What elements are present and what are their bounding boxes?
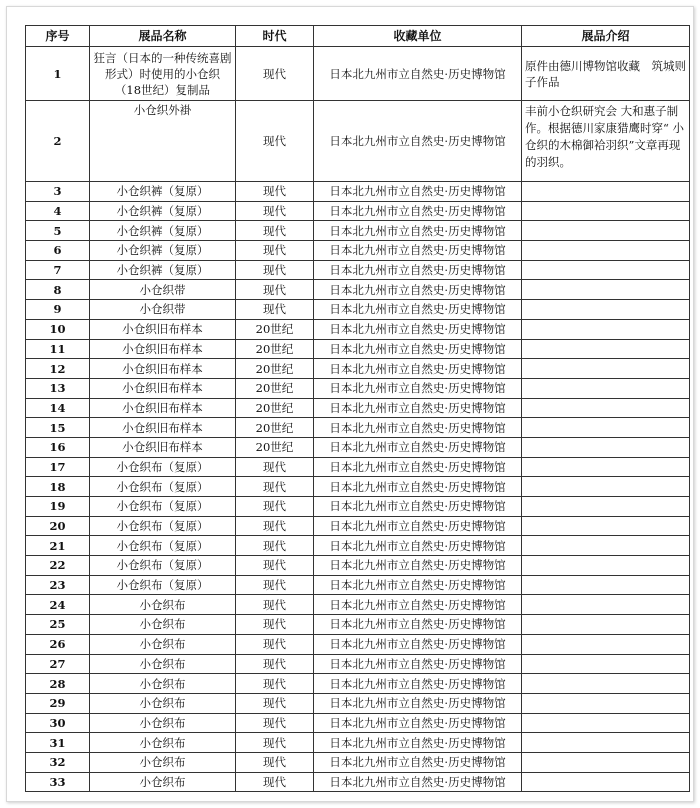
- exhibit-intro: [522, 713, 690, 733]
- table-row: [26, 101, 690, 182]
- row-number: 10: [26, 319, 90, 339]
- table-row: [26, 477, 690, 497]
- row-number: 23: [26, 575, 90, 595]
- exhibit-era: 现代: [236, 693, 314, 713]
- exhibit-intro: [522, 575, 690, 595]
- collection-unit: 日本北九州市立自然史·历史博物馆: [314, 260, 522, 280]
- row-number: 1: [26, 47, 90, 101]
- collection-unit: 日本北九州市立自然史·历史博物馆: [314, 319, 522, 339]
- exhibit-table: [25, 25, 690, 792]
- exhibit-era: 现代: [236, 536, 314, 556]
- table-body: [26, 47, 690, 792]
- document-page: [6, 6, 694, 802]
- table-row: [26, 615, 690, 635]
- exhibit-name: 小仓织布: [90, 634, 236, 654]
- exhibit-era: 20世纪: [236, 398, 314, 418]
- exhibit-intro: [522, 693, 690, 713]
- table-row: [26, 339, 690, 359]
- exhibit-era: 现代: [236, 654, 314, 674]
- collection-unit: 日本北九州市立自然史·历史博物馆: [314, 713, 522, 733]
- header-collection-unit: 收藏单位: [314, 26, 522, 47]
- exhibit-era: 现代: [236, 101, 314, 182]
- exhibit-era: 现代: [236, 634, 314, 654]
- exhibit-name: 小仓织旧布样本: [90, 398, 236, 418]
- exhibit-era: 现代: [236, 575, 314, 595]
- exhibit-name: 小仓织布（复原）: [90, 457, 236, 477]
- table-row: [26, 595, 690, 615]
- exhibit-intro: [522, 359, 690, 379]
- table-row: [26, 497, 690, 517]
- exhibit-name: 小仓织裤（复原）: [90, 182, 236, 202]
- row-number: 24: [26, 595, 90, 615]
- exhibit-era: 现代: [236, 595, 314, 615]
- row-number: 7: [26, 260, 90, 280]
- collection-unit: 日本北九州市立自然史·历史博物馆: [314, 300, 522, 320]
- table-row: [26, 693, 690, 713]
- collection-unit: 日本北九州市立自然史·历史博物馆: [314, 418, 522, 438]
- row-number: 19: [26, 497, 90, 517]
- row-number: 27: [26, 654, 90, 674]
- exhibit-name: 小仓织旧布样本: [90, 359, 236, 379]
- exhibit-era: 现代: [236, 752, 314, 772]
- table-row: [26, 201, 690, 221]
- row-number: 25: [26, 615, 90, 635]
- table-row: [26, 575, 690, 595]
- exhibit-intro: [522, 201, 690, 221]
- exhibit-era: 现代: [236, 674, 314, 694]
- table-row: [26, 556, 690, 576]
- row-number: 17: [26, 457, 90, 477]
- exhibit-intro: [522, 437, 690, 457]
- row-number: 26: [26, 634, 90, 654]
- table-row: [26, 280, 690, 300]
- exhibit-intro: [522, 457, 690, 477]
- exhibit-intro: [522, 733, 690, 753]
- exhibit-name: 小仓织布（复原）: [90, 556, 236, 576]
- exhibit-intro: [522, 772, 690, 792]
- exhibit-era: 现代: [236, 713, 314, 733]
- table-row: [26, 772, 690, 792]
- exhibit-intro: [522, 615, 690, 635]
- row-number: 29: [26, 693, 90, 713]
- exhibit-intro: [522, 339, 690, 359]
- table-row: [26, 713, 690, 733]
- collection-unit: 日本北九州市立自然史·历史博物馆: [314, 280, 522, 300]
- row-number: 15: [26, 418, 90, 438]
- exhibit-name: 小仓织带: [90, 300, 236, 320]
- exhibit-era: 现代: [236, 300, 314, 320]
- exhibit-intro: [522, 221, 690, 241]
- row-number: 9: [26, 300, 90, 320]
- exhibit-intro: [522, 182, 690, 202]
- row-number: 11: [26, 339, 90, 359]
- collection-unit: 日本北九州市立自然史·历史博物馆: [314, 221, 522, 241]
- exhibit-name: 小仓织裤（复原）: [90, 221, 236, 241]
- collection-unit: 日本北九州市立自然史·历史博物馆: [314, 359, 522, 379]
- exhibit-era: 20世纪: [236, 437, 314, 457]
- collection-unit: 日本北九州市立自然史·历史博物馆: [314, 339, 522, 359]
- exhibit-name: 小仓织布: [90, 674, 236, 694]
- exhibit-name: 小仓织旧布样本: [90, 418, 236, 438]
- exhibit-era: 现代: [236, 772, 314, 792]
- exhibit-era: 现代: [236, 733, 314, 753]
- collection-unit: 日本北九州市立自然史·历史博物馆: [314, 733, 522, 753]
- table-row: [26, 654, 690, 674]
- exhibit-era: 现代: [236, 182, 314, 202]
- exhibit-name: 小仓织布: [90, 752, 236, 772]
- table-row: [26, 437, 690, 457]
- collection-unit: 日本北九州市立自然史·历史博物馆: [314, 201, 522, 221]
- exhibit-name: 小仓织旧布样本: [90, 437, 236, 457]
- exhibit-name: 小仓织裤（复原）: [90, 260, 236, 280]
- table-row: [26, 536, 690, 556]
- collection-unit: 日本北九州市立自然史·历史博物馆: [314, 556, 522, 576]
- row-number: 13: [26, 378, 90, 398]
- exhibit-name: 小仓织布（复原）: [90, 477, 236, 497]
- collection-unit: 日本北九州市立自然史·历史博物馆: [314, 101, 522, 182]
- exhibit-intro: [522, 595, 690, 615]
- exhibit-era: 现代: [236, 47, 314, 101]
- collection-unit: 日本北九州市立自然史·历史博物馆: [314, 241, 522, 261]
- exhibit-name: 狂言（日本的一种传统喜剧形式）时使用的小仓织（18世纪）复制品: [90, 47, 236, 101]
- exhibit-name: 小仓织布（复原）: [90, 575, 236, 595]
- exhibit-name: 小仓织布: [90, 654, 236, 674]
- exhibit-era: 20世纪: [236, 319, 314, 339]
- exhibit-intro: [522, 634, 690, 654]
- exhibit-era: 20世纪: [236, 378, 314, 398]
- exhibit-era: 现代: [236, 241, 314, 261]
- exhibit-intro: [522, 497, 690, 517]
- exhibit-intro: [522, 674, 690, 694]
- exhibit-intro: [522, 752, 690, 772]
- table-row: [26, 733, 690, 753]
- table-row: [26, 752, 690, 772]
- collection-unit: 日本北九州市立自然史·历史博物馆: [314, 378, 522, 398]
- header-exhibit-intro: 展品介绍: [522, 26, 690, 47]
- collection-unit: 日本北九州市立自然史·历史博物馆: [314, 437, 522, 457]
- collection-unit: 日本北九州市立自然史·历史博物馆: [314, 654, 522, 674]
- exhibit-era: 现代: [236, 516, 314, 536]
- table-row: [26, 378, 690, 398]
- collection-unit: 日本北九州市立自然史·历史博物馆: [314, 772, 522, 792]
- exhibit-name: 小仓织布: [90, 772, 236, 792]
- row-number: 3: [26, 182, 90, 202]
- exhibit-era: 现代: [236, 615, 314, 635]
- exhibit-name: 小仓织布: [90, 693, 236, 713]
- exhibit-intro: [522, 378, 690, 398]
- row-number: 20: [26, 516, 90, 536]
- collection-unit: 日本北九州市立自然史·历史博物馆: [314, 536, 522, 556]
- collection-unit: 日本北九州市立自然史·历史博物馆: [314, 752, 522, 772]
- collection-unit: 日本北九州市立自然史·历史博物馆: [314, 398, 522, 418]
- exhibit-era: 现代: [236, 260, 314, 280]
- table-row: [26, 319, 690, 339]
- table-row: [26, 359, 690, 379]
- table-row: [26, 182, 690, 202]
- exhibit-era: 现代: [236, 556, 314, 576]
- table-header-row: [26, 26, 690, 47]
- row-number: 4: [26, 201, 90, 221]
- table-row: [26, 634, 690, 654]
- row-number: 21: [26, 536, 90, 556]
- exhibit-intro: [522, 300, 690, 320]
- exhibit-era: 现代: [236, 457, 314, 477]
- row-number: 2: [26, 101, 90, 182]
- row-number: 30: [26, 713, 90, 733]
- row-number: 31: [26, 733, 90, 753]
- exhibit-name: 小仓织裤（复原）: [90, 201, 236, 221]
- table-row: [26, 516, 690, 536]
- table-row: [26, 47, 690, 101]
- table-row: [26, 241, 690, 261]
- collection-unit: 日本北九州市立自然史·历史博物馆: [314, 615, 522, 635]
- row-number: 22: [26, 556, 90, 576]
- exhibit-intro: [522, 418, 690, 438]
- exhibit-intro: [522, 516, 690, 536]
- exhibit-era: 20世纪: [236, 359, 314, 379]
- exhibit-era: 现代: [236, 280, 314, 300]
- row-number: 32: [26, 752, 90, 772]
- exhibit-era: 现代: [236, 221, 314, 241]
- collection-unit: 日本北九州市立自然史·历史博物馆: [314, 693, 522, 713]
- exhibit-era: 现代: [236, 201, 314, 221]
- collection-unit: 日本北九州市立自然史·历史博物馆: [314, 516, 522, 536]
- collection-unit: 日本北九州市立自然史·历史博物馆: [314, 634, 522, 654]
- exhibit-name: 小仓织旧布样本: [90, 339, 236, 359]
- collection-unit: 日本北九州市立自然史·历史博物馆: [314, 182, 522, 202]
- exhibit-name: 小仓织外褂: [90, 101, 236, 182]
- exhibit-intro: [522, 398, 690, 418]
- exhibit-intro: 原件由德川博物馆收藏 筑城则子作品: [522, 47, 690, 101]
- collection-unit: 日本北九州市立自然史·历史博物馆: [314, 457, 522, 477]
- exhibit-intro: 丰前小仓织研究会 大和惠子制作。根据德川家康猎鹰时穿“ 小仓织的木棉御袷羽织”文章再现的羽织。: [522, 101, 690, 182]
- collection-unit: 日本北九州市立自然史·历史博物馆: [314, 595, 522, 615]
- table-row: [26, 398, 690, 418]
- exhibit-name: 小仓织布: [90, 615, 236, 635]
- row-number: 12: [26, 359, 90, 379]
- row-number: 5: [26, 221, 90, 241]
- exhibit-name: 小仓织旧布样本: [90, 319, 236, 339]
- exhibit-intro: [522, 241, 690, 261]
- exhibit-era: 20世纪: [236, 418, 314, 438]
- exhibit-intro: [522, 536, 690, 556]
- exhibit-era: 现代: [236, 477, 314, 497]
- row-number: 18: [26, 477, 90, 497]
- exhibit-intro: [522, 556, 690, 576]
- header-exhibit-name: 展品名称: [90, 26, 236, 47]
- exhibit-intro: [522, 654, 690, 674]
- exhibit-name: 小仓织裤（复原）: [90, 241, 236, 261]
- collection-unit: 日本北九州市立自然史·历史博物馆: [314, 477, 522, 497]
- collection-unit: 日本北九州市立自然史·历史博物馆: [314, 575, 522, 595]
- exhibit-era: 20世纪: [236, 339, 314, 359]
- row-number: 14: [26, 398, 90, 418]
- table-row: [26, 260, 690, 280]
- exhibit-intro: [522, 477, 690, 497]
- row-number: 6: [26, 241, 90, 261]
- exhibit-name: 小仓织布: [90, 733, 236, 753]
- exhibit-name: 小仓织布（复原）: [90, 497, 236, 517]
- table-row: [26, 300, 690, 320]
- row-number: 33: [26, 772, 90, 792]
- table-row: [26, 418, 690, 438]
- collection-unit: 日本北九州市立自然史·历史博物馆: [314, 47, 522, 101]
- exhibit-name: 小仓织布: [90, 713, 236, 733]
- exhibit-intro: [522, 319, 690, 339]
- exhibit-era: 现代: [236, 497, 314, 517]
- table-row: [26, 221, 690, 241]
- exhibit-name: 小仓织布: [90, 595, 236, 615]
- exhibit-name: 小仓织带: [90, 280, 236, 300]
- table-row: [26, 674, 690, 694]
- exhibit-intro: [522, 280, 690, 300]
- collection-unit: 日本北九州市立自然史·历史博物馆: [314, 497, 522, 517]
- exhibit-intro: [522, 260, 690, 280]
- exhibit-name: 小仓织布（复原）: [90, 536, 236, 556]
- exhibit-name: 小仓织布（复原）: [90, 516, 236, 536]
- row-number: 16: [26, 437, 90, 457]
- exhibit-name: 小仓织旧布样本: [90, 378, 236, 398]
- collection-unit: 日本北九州市立自然史·历史博物馆: [314, 674, 522, 694]
- header-number: 序号: [26, 26, 90, 47]
- row-number: 28: [26, 674, 90, 694]
- header-era: 时代: [236, 26, 314, 47]
- row-number: 8: [26, 280, 90, 300]
- table-row: [26, 457, 690, 477]
